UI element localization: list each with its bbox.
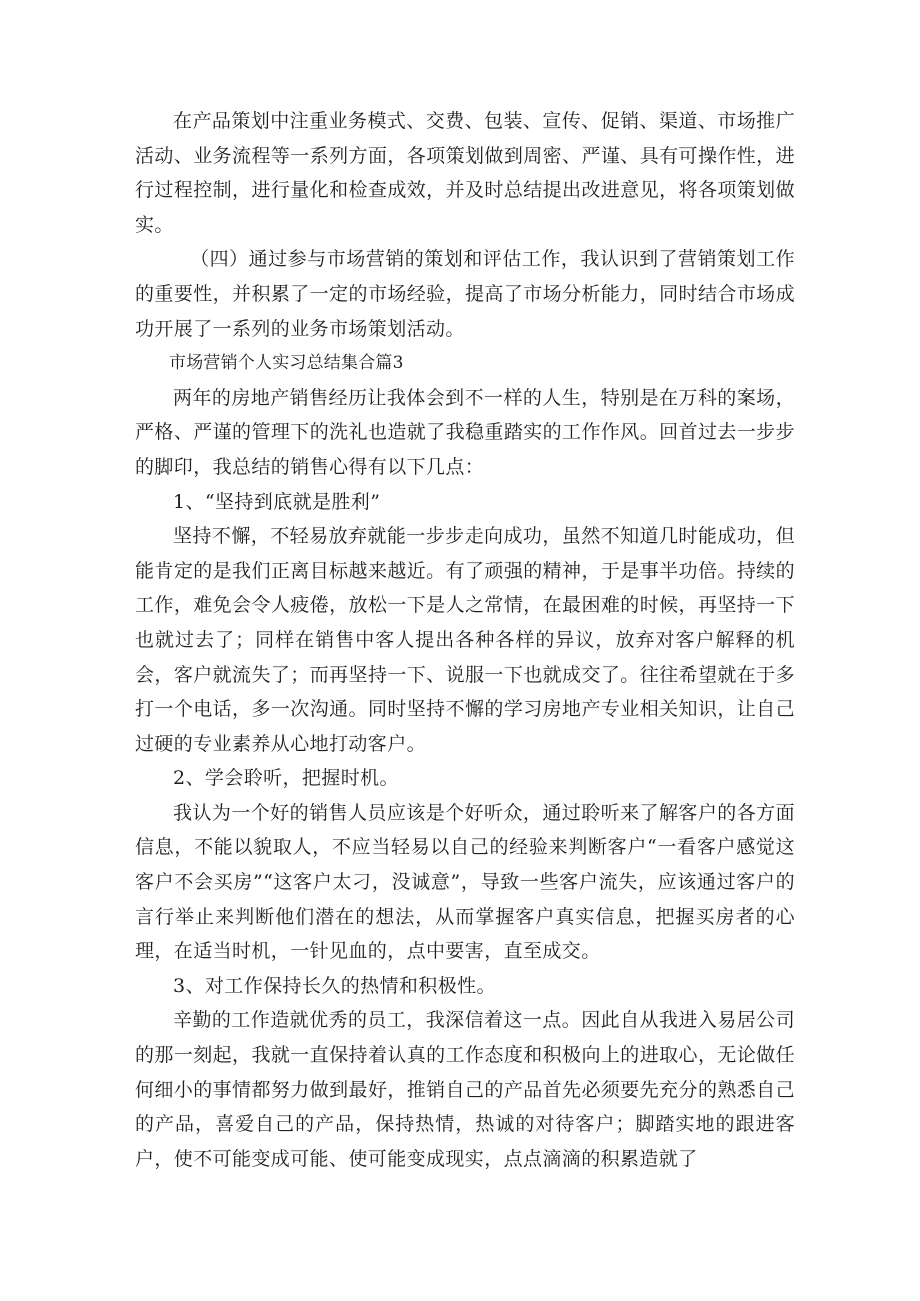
- section-heading: 市场营销个人实习总结集合篇3: [169, 353, 404, 374]
- paragraph-intro: 两年的房地产销售经历让我体会到不一样的人生，特别是在万科的案场，严格、严谨的管理下的洗礼也造就了我稳重踏实的工作作风。回首过去一步步的脚印，我总结的销售心得有以下几点：: [135, 386, 795, 478]
- paragraph-enthusiasm: 辛勤的工作造就优秀的员工，我深信着这一点。因此自从我进入易居公司的那一刻起，我就一直保持着认真的工作态度和积极向上的进取心，无论做任何细小的事情都努力做到最好，推销自己的产品首先必须要先充分的熟悉自己的产品，喜爱自己的产品，保持热情，热诚的对待客户；脚踏实地的跟进客户，使不可能变成可能、使可能变成现实，点点滴滴的积累造就了: [135, 1009, 795, 1170]
- paragraph-product-planning: 在产品策划中注重业务模式、交费、包装、宣传、促销、渠道、市场推广活动、业务流程等一系列方面，各项策划做到周密、严谨、具有可操作性，进行过程控制，进行量化和检查成效，并及时总结提出改进意见，将各项策划做实。: [135, 110, 795, 236]
- document-body: [135, 104, 795, 1176]
- point-1-title: 1、“坚持到底就是胜利”: [173, 490, 381, 513]
- point-2-title: 2、学会聆听，把握时机。: [173, 767, 399, 790]
- paragraph-persistence: 坚持不懈，不轻易放弃就能一步步走向成功，虽然不知道几时能成功，但能肯定的是我们正离目标越来越近。有了顽强的精神，于是事半功倍。持续的工作，难免会令人疲倦，放松一下是人之常情，在最困难的时候，再坚持一下也就过去了；同样在销售中客人提出各种各样的异议，放弃对客户解释的机会，客户就流失了；而再坚持一下、说服一下也就成交了。往往希望就在于多打一个电话，多一次沟通。同时坚持不懈的学习房地产专业相关知识，让自己过硬的专业素养从心地打动客户。: [135, 525, 795, 755]
- paragraph-listening: 我认为一个好的销售人员应该是个好听众，通过聆听来了解客户的各方面信息，不能以貌取人，不应当轻易以自己的经验来判断客户“一看客户感觉这客户不会买房”“这客户太刁，没诚意”，导致一些客户流失，应该通过客户的言行举止来判断他们潜在的想法，从而掌握客户真实信息，把握买房者的心理，在适当时机，一针见血的，点中要害，直至成交。: [135, 801, 795, 963]
- point-3-title: 3、对工作保持长久的热情和积极性。: [173, 974, 496, 997]
- paragraph-section-four: （四）通过参与市场营销的策划和评估工作，我认识到了营销策划工作的重要性，并积累了一定的市场经验，提高了市场分析能力，同时结合市场成功开展了一系列的业务市场策划活动。: [135, 248, 795, 340]
